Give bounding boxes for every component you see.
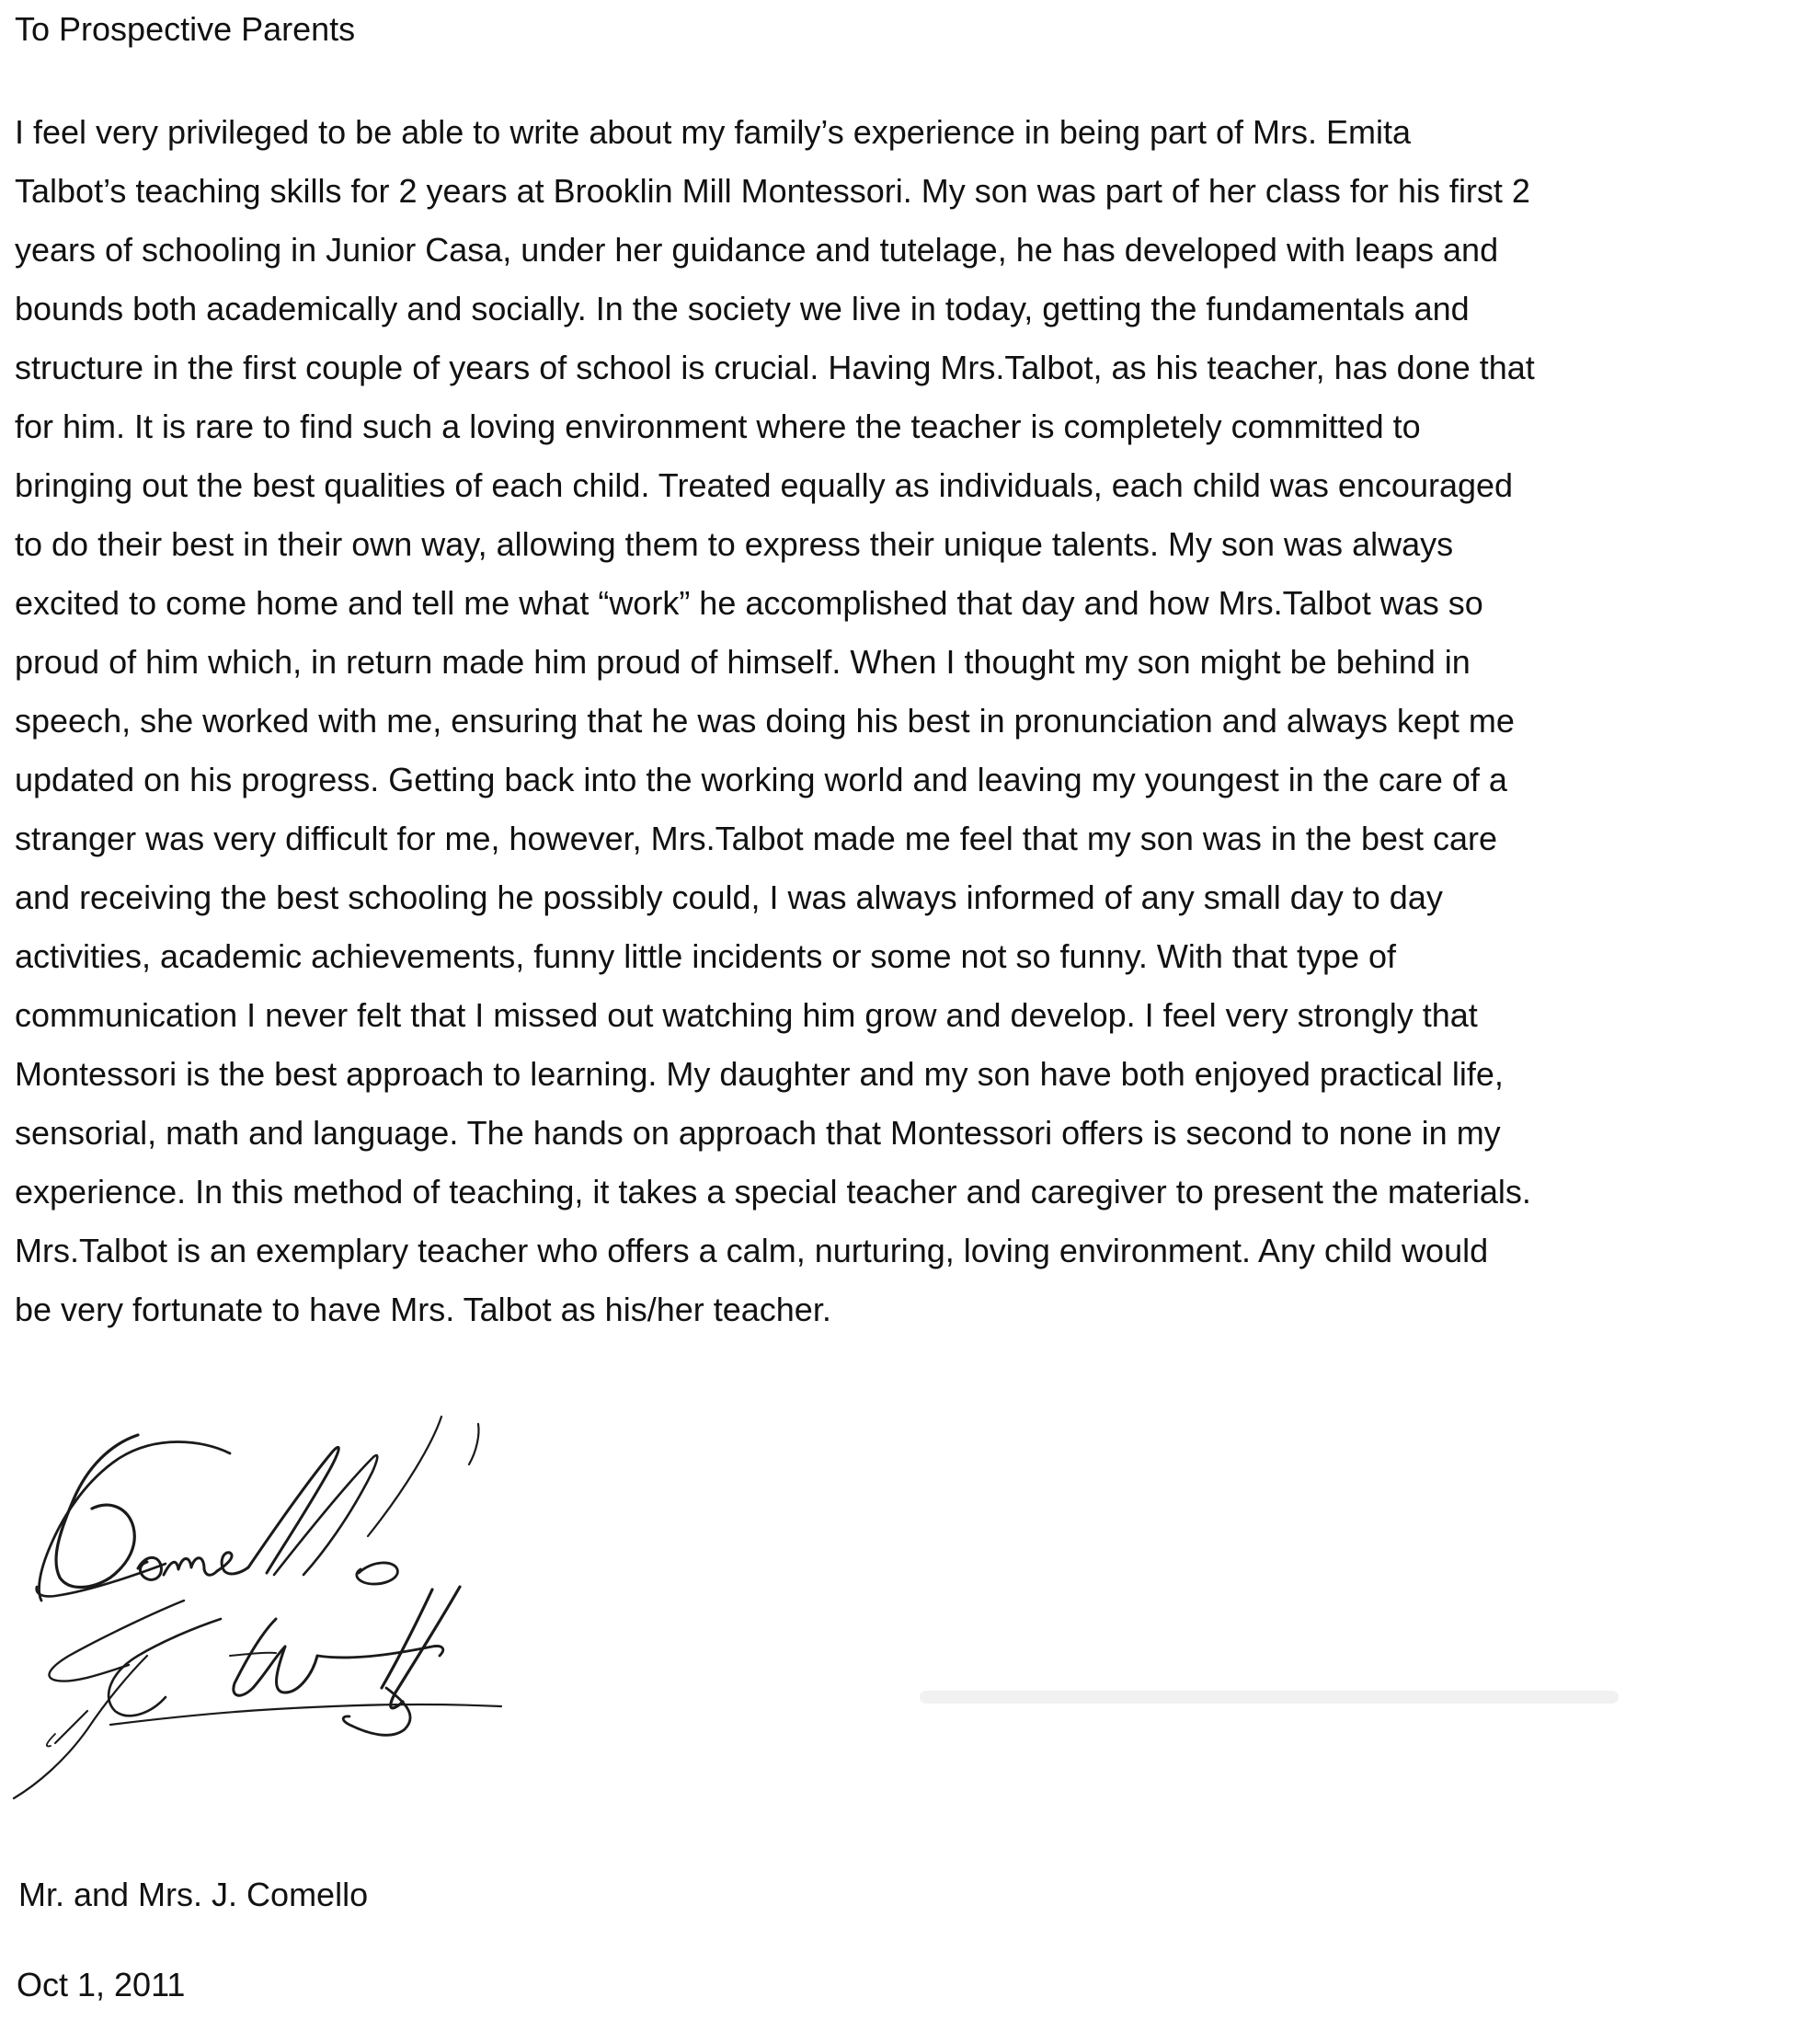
body-line: I feel very privileged to be able to write about my family’s experience in being part of Mrs. Emita [15, 113, 1412, 151]
body-line: be very fortunate to have Mrs. Talbot as his/her teacher. [15, 1291, 831, 1328]
body-line: speech, she worked with me, ensuring that he was doing his best in pronunciation and always kept me [15, 702, 1515, 740]
letter-body [15, 103, 1808, 1339]
body-line: communication I never felt that I missed out watching him grow and develop. I feel very strongly that [15, 996, 1478, 1034]
body-line: Montessori is the best approach to learning. My daughter and my son have both enjoyed practical life, [15, 1055, 1504, 1093]
salutation: To Prospective Parents [15, 10, 356, 48]
body-line: for him. It is rare to find such a loving environment where the teacher is completely committed to [15, 407, 1421, 445]
body-line: updated on his progress. Getting back into the working world and leaving my youngest in the care of a [15, 761, 1507, 798]
body-line: sensorial, math and language. The hands on approach that Montessori offers is second to none in my [15, 1114, 1501, 1152]
body-line: structure in the first couple of years of school is crucial. Having Mrs.Talbot, as his teacher, has done that [15, 349, 1535, 386]
body-line: activities, academic achievements, funny little incidents or some not so funny. With that type of [15, 937, 1397, 975]
signer-name: Mr. and Mrs. J. Comello [18, 1876, 369, 1913]
body-line: experience. In this method of teaching, it takes a special teacher and caregiver to present the materials. [15, 1173, 1531, 1211]
body-line: Mrs.Talbot is an exemplary teacher who offers a calm, nurturing, loving environment. Any child would [15, 1232, 1489, 1269]
handwritten-signature [0, 1380, 515, 1812]
body-line: bounds both academically and socially. In the society we live in today, getting the fundamentals and [15, 290, 1470, 327]
body-line: to do their best in their own way, allowing them to express their unique talents. My son was always [15, 525, 1454, 563]
body-line: excited to come home and tell me what “work” he accomplished that day and how Mrs.Talbot was so [15, 584, 1483, 622]
scan-artifact [920, 1674, 1619, 1720]
body-line: and receiving the best schooling he possibly could, I was always informed of any small day to day [15, 878, 1443, 916]
body-line: years of schooling in Junior Casa, under her guidance and tutelage, he has developed with leaps and [15, 231, 1499, 269]
body-line: bringing out the best qualities of each child. Treated equally as individuals, each child was encouraged [15, 466, 1514, 504]
body-line: stranger was very difficult for me, however, Mrs.Talbot made me feel that my son was in the best care [15, 820, 1498, 857]
body-line: Talbot’s teaching skills for 2 years at Brooklin Mill Montessori. My son was part of her class for his first 2 [15, 172, 1530, 210]
body-line: proud of him which, in return made him proud of himself. When I thought my son might be behind in [15, 643, 1471, 681]
letter-date: Oct 1, 2011 [17, 1966, 186, 2003]
